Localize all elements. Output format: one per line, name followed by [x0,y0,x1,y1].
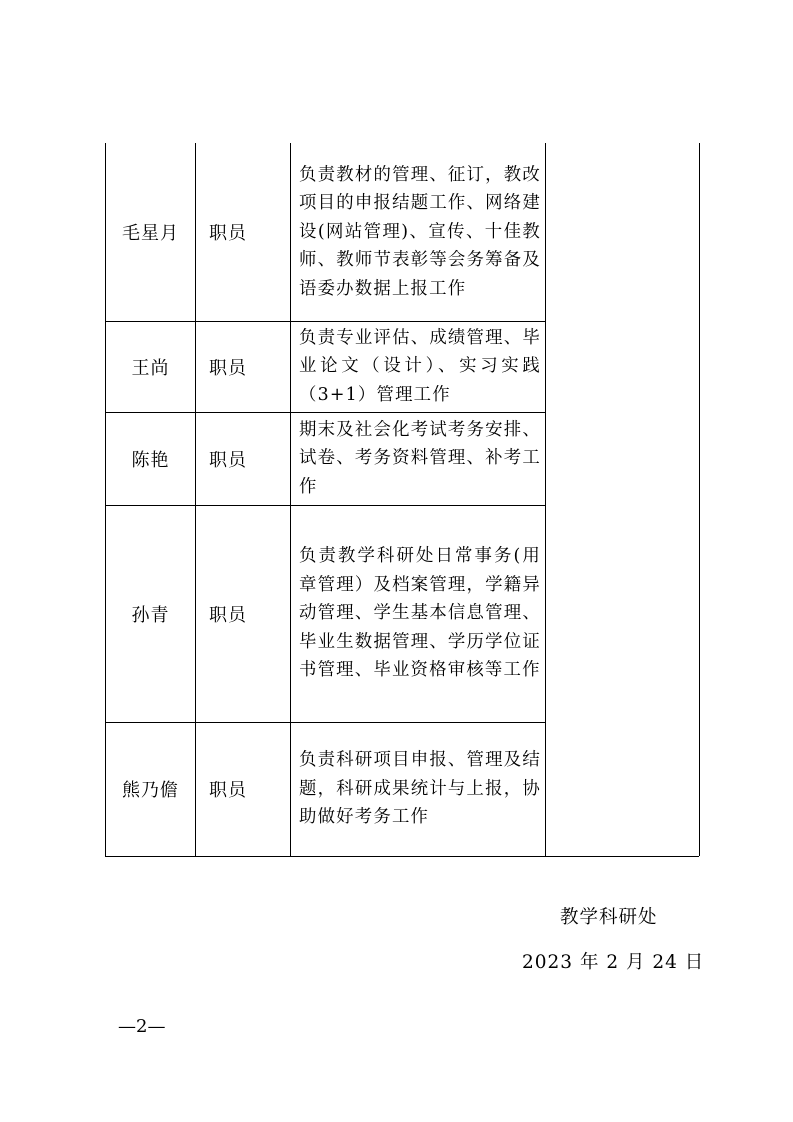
staff-name: 陈艳 [131,449,170,471]
page-number: —2— [118,1016,166,1037]
staff-name: 毛星月 [122,223,179,244]
staff-duty-cell [290,143,545,321]
staff-name: 王尚 [131,357,170,379]
issuing-organization: 教学科研处 [560,907,658,928]
staff-duty-cell [290,722,545,856]
staff-duty-table [105,143,699,857]
staff-name: 孙青 [131,604,170,626]
staff-title: 职员 [209,780,247,801]
issue-date: 2023 年 2 月 24 日 [522,952,705,973]
staff-duty: 负责教材的管理、征订，教改项目的申报结题工作、网络建设(网站管理)、宣传、十佳教师、教师节表彰等会务筹备及语委办数据上报工作 [299,164,541,299]
staff-duty-cell [290,505,545,722]
staff-duty: 负责科研项目申报、管理及结题，科研成果统计与上报，协助做好考务工作 [299,750,541,828]
staff-name: 熊乃儋 [122,780,179,801]
staff-title: 职员 [209,357,247,379]
table-row [106,412,546,505]
table-row [106,505,546,722]
staff-duty-cell [290,412,545,505]
staff-duty: 负责教学科研处日常事务(用章管理）及档案管理，学籍异动管理、学生基本信息管理、毕业生数据管理、学历学位证书管理、毕业资格审核等工作 [299,546,541,681]
staff-duty: 负责专业评估、成绩管理、毕业论文（设计）、实习实践（3+1）管理工作 [299,327,541,405]
table-row [106,143,546,321]
staff-duty-cell [290,321,545,412]
staff-title: 职员 [209,604,247,626]
column-divider [699,143,700,856]
staff-title: 职员 [209,223,247,244]
staff-title: 职员 [209,449,247,471]
table-row [106,722,546,856]
staff-duty: 期末及社会化考试考务安排、试卷、考务资料管理、补考工作 [299,419,541,497]
table-row [106,321,546,412]
